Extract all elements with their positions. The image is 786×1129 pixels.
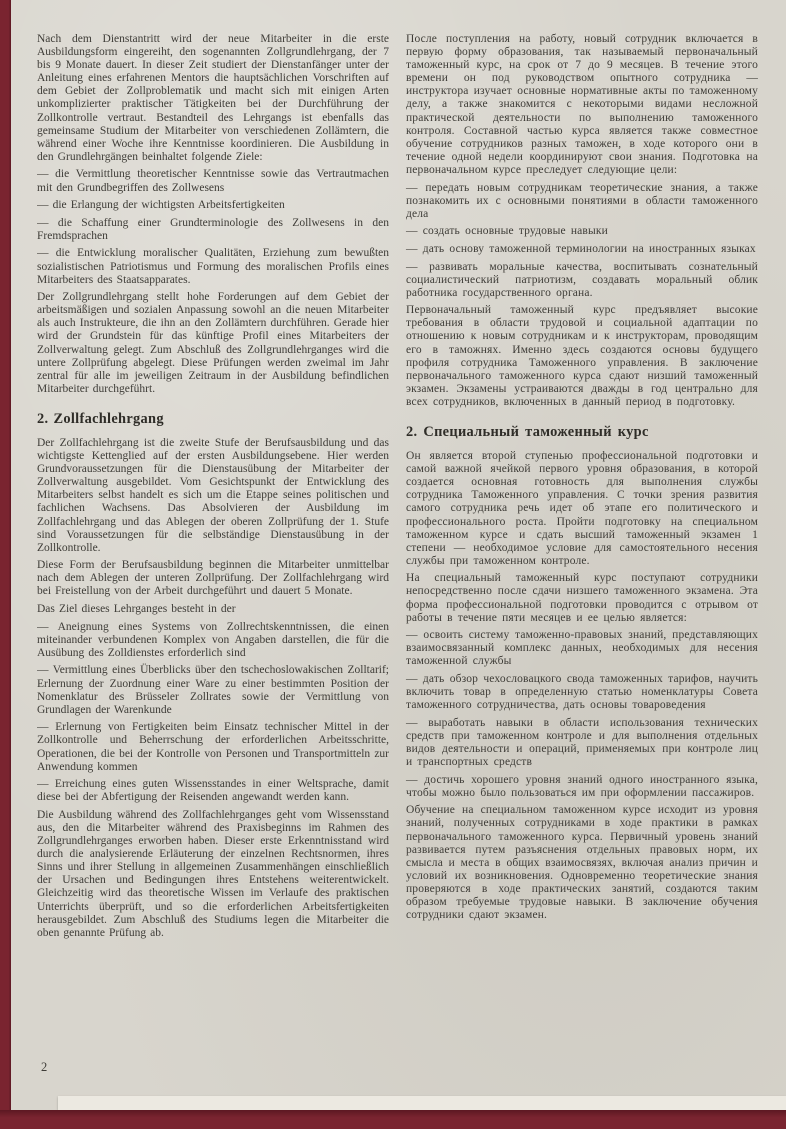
- bullet-item: — дать основу таможенной терминологии на иностранных языках: [406, 242, 756, 255]
- bullet-item: — Aneignung eines Systems von Zollrechtskenntnissen, die einen miteinander verbundenen Komplex von Angaben darstellen, die für die Ausübung des Zolldienstes erforderlich sind: [37, 620, 389, 659]
- bullet-item: — передать новым сотрудникам теоретические знания, а также познакомить их с основными понятиями в области таможенного дела: [406, 181, 758, 220]
- bullet-item: — die Erlangung der wichtigsten Arbeitsfertigkeiten: [37, 199, 285, 212]
- bullet-item: — освоить систему таможенно-правовых знаний, представляющих взаимосвязанный комплекс данных, необходимых для несения таможенной службы: [406, 629, 758, 668]
- russian-column: [406, 33, 758, 1067]
- bullet-item: — развивать моральные качества, воспитывать сознательный социалистический патриотизм, создавать моральный облик работника государственного органа.: [406, 260, 758, 299]
- paragraph: На специальный таможенный курс поступают сотрудники непосредственно после сдачи низшего таможенного экзамена. Эта форма профессиональной подготовки проводится с отрывом от работы в течение пяти месяцев и ее целью является:: [406, 572, 758, 624]
- bullet-item: — выработать навыки в области использования технических средств при таможенном контроле и для выполнения отдельных видов деятельности и операций, применяемых при контроле лиц и транспортных средств: [406, 716, 758, 769]
- bullet-item: — Erlernung von Fertigkeiten beim Einsatz technischer Mittel in der Zollkontrolle und Beherrschung der erforderlichen Arbeitsschritte, Operationen, die bei der Kontrolle von Personen und Transportmitteln zur Anwendung kommen: [37, 721, 389, 773]
- paragraph: Nach dem Dienstantritt wird der neue Mitarbeiter in die erste Ausbildungsform eingereiht, den sogenannten Zollgrundlehrgang, der 7 bis 9 Monate dauert. In dieser Zeit studiert der Dienstanfänger unter der Anleitung eines erfahrenen Mentors die hauptsächlichen Vorschriften auf dem Gebiet der Zollproblematik und macht sich mit einigen Arten unkomplizierter praktischer Tätigkeiten bei der Durchführung der Zollkontrolle vertraut. Bestandteil des Lehrgangs ist ebenfalls das gemeinsame Studium der Mitarbeiter von verschiedenen Zollämtern, die während einer Woche ihre Kenntnisse koordinieren. Die Ausbildung in den Grundlehrgängen beinhaltet folgende Ziele:: [37, 33, 389, 163]
- paragraph: Das Ziel dieses Lehrganges besteht in der: [37, 603, 236, 616]
- section-heading: 2. Специальный таможенный курс: [406, 424, 649, 441]
- paragraph: Он является второй ступенью профессиональной подготовки и самой важной ячейкой первого уровня образования, в которой создается основная готовность для выполнения службы сотрудника Таможенного управления. С точки зрения развития самого сотрудника речь идет об этапе его политического и профессионального роста. Пройти подготовку на специальном таможенном курсе и сдать высший таможенный экзамен 1 степени — необходимое условие для самостоятельного несения службы при таможенном контроле.: [406, 450, 758, 567]
- paragraph: Обучение на специальном таможенном курсе исходит из уровня знаний, полученных сотрудниками в ходе практики в рамках первоначального таможенного курса. Первичный уровень знаний развивается путем разъяснения отдельных правовых норм, их смысла и места в общих взаимосвязях, включая анализ причин и условий их возникновения. Одновременно теоретические знания проверяются в ходе практических занятий, создаются таким образом требуемые трудовые навыки. В заключение обучения сотрудники сдают экзамен.: [406, 804, 758, 922]
- bullet-item: — die Vermittlung theoretischer Kenntnisse sowie das Vertrautmachen mit den Grundbegriffen des Zollwesens: [37, 168, 389, 194]
- page-content: [37, 33, 761, 1067]
- bullet-item: — дать обзор чехословацкого свода таможенных тарифов, научить включить товар в определенную статью номенклатуры Совета таможенного сотрудничества, дать основы товароведения: [406, 673, 758, 712]
- paragraph: После поступления на работу, новый сотрудник включается в первую форму образования, так называемый первоначальный таможенный курс, на срок от 7 до 9 месяцев. В течение этого времени он под руководством опытного сотрудника — инструктора изучает основные нормативные акты по таможенному делу, а также знакомится с некоторыми видами несложной практической деятельности по выполнению таможенного контроля. Составной частью курса является также совместное обучение сотрудников разных таможен, в ходе которого они в течение одной недели координируют свои знания. Подготовка на первоначальном курсе преследует следующие цели:: [406, 33, 758, 176]
- paragraph: Diese Form der Berufsausbildung beginnen die Mitarbeiter unmittelbar nach dem Ablegen der unteren Zollprüfung. Der Zollfachlehrgang wird bei Freistellung von der Arbeit durchgeführt und dauert 5 Monate.: [37, 559, 389, 598]
- paragraph: Первоначальный таможенный курс предъявляет высокие требования в области трудовой и социальной адаптации по отношению к новым сотрудникам и к инструкторам, проводящим его в таможнях. Именно здесь создаются основы будущего профиля сотрудника Таможенного управления. В заключение первоначального таможенного курса сдают низший таможенный экзамен. Экзамены устраиваются дважды в год центрально для всех сотрудников, включенных в данный период в подготовку.: [406, 304, 758, 408]
- bullet-item: — Erreichung eines guten Wissensstandes in einer Weltsprache, damit diese bei der Abfertigung der Reisenden angewandt werden kann.: [37, 778, 389, 804]
- german-column: [37, 33, 389, 1067]
- page-number: 2: [41, 1060, 48, 1074]
- paragraph: Der Zollfachlehrgang ist die zweite Stufe der Berufsausbildung und das wichtigste Kettenglied auf der ersten Ausbildungsebene. Hier werden Grundvoraussetzungen für die Dienstausübung der Mitarbeiter der Zollverwaltung ausgebildet. Vom Gesichtspunkt der Entwicklung des Mitarbeiters selbst handelt es sich um die Etappe seines politischen und fachlichen Wachsens. Das Absolvieren der Ausbildung im Zollfachlehrgang und das Ablegen der oberen Zollprüfung der 1. Stufe sind Voraussetzungen für die selbständige Dienstausübung in der Zollkontrolle.: [37, 436, 389, 554]
- bullet-item: — создать основные трудовые навыки: [406, 225, 608, 238]
- paragraph: Der Zollgrundlehrgang stellt hohe Forderungen auf dem Gebiet der arbeitsmäßigen und sozialen Anpassung sowohl an die neuen Mitarbeiter als auch Instrukteure, die ihn an den Zollämtern durchführen. Gerade hier wird der Grundstein für das künftige Profil eines Mitarbeiters der Zollverwaltung gelegt. Zum Abschluß des Zollgrundlehrganges wird die untere Zollprüfung abgelegt. Diese Prüfungen werden zweimal im Jahr zentral für alle im jeweiligen Zeitraum in der Ausbildung befindlichen Mitarbeiter durchgeführt.: [37, 291, 389, 395]
- bullet-item: — достичь хорошего уровня знаний одного иностранного языка, чтобы можно было пользоваться им при оформлении пассажиров.: [406, 773, 758, 799]
- bullet-item: — Vermittlung eines Überblicks über den tschechoslowakischen Zolltarif; Erlernung der Zuordnung einer Ware zu einer bestimmten Position der Nomenklatur des Brüsseler Zollrates sowie der Vermittlung von Grundlagen der Warenkunde: [37, 664, 389, 716]
- book-binding-bottom: [0, 1110, 786, 1129]
- bullet-item: — die Schaffung einer Grundterminologie des Zollwesens in den Fremdsprachen: [37, 216, 389, 242]
- page-edge: [58, 1096, 786, 1110]
- section-heading: 2. Zollfachlehrgang: [37, 410, 164, 427]
- book-binding-left: [0, 0, 11, 1129]
- bullet-item: — die Entwicklung moralischer Qualitäten, Erziehung zum bewußten sozialistischen Patriotismus und Formung des moralischen Profils eines Mitarbeiters des Staatsapparates.: [37, 247, 389, 286]
- paragraph: Die Ausbildung während des Zollfachlehrganges geht vom Wissensstand aus, den die Mitarbeiter während des Praxisbeginns im Rahmen des Zollgrundlehrganges erworben haben. Dieser erste Erkenntnisstand wird durch die analysierende Erläuterung der einzelnen Rechtsnormen, ihres Sinns und ihrer Stellung in allgemeinen Zusammenhängen einschließlich der Ursachen und Bedingungen ihres Entstehens weiterentwickelt. Gleichzeitig wird das theoretische Wissen im Verlaufe des praktischen Unterrichts überprüft, und so die erforderlichen Arbeitsfertigkeiten herausgebildet. Zum Abschluß des Studiums legen die Mitarbeiter die oben genannte Prüfung ab.: [37, 808, 389, 939]
